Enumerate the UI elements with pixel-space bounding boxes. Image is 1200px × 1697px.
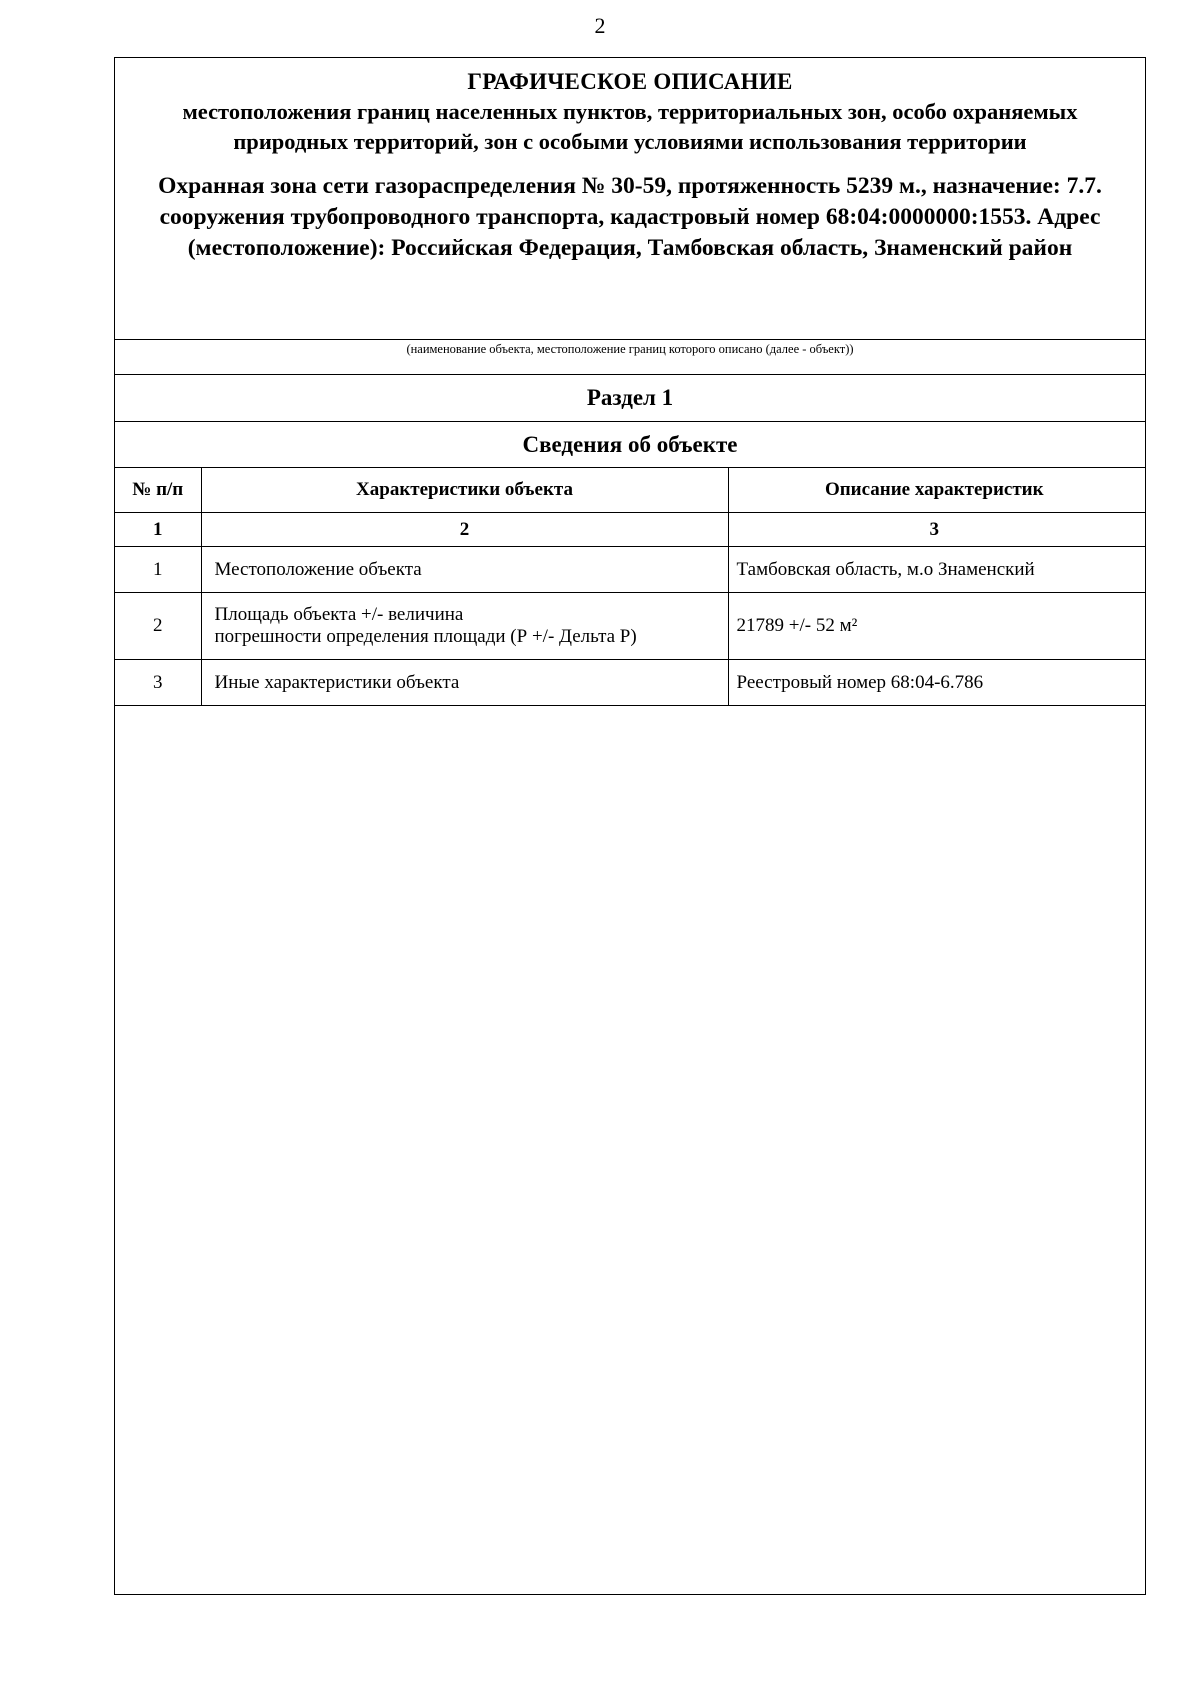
row-characteristic (201, 547, 728, 593)
row-number: 1 (115, 547, 201, 593)
section-title: Раздел 1 (115, 375, 1145, 422)
row-characteristic-text-line2: погрешности определения площади (Р +/- Дельта Р) (214, 626, 637, 647)
row-number: 3 (115, 660, 201, 706)
object-name: Охранная зона сети газораспределения № 30-59, протяженность 5239 м., назначение: 7.7. сооружения трубопроводного транспорта, кадастровый номер 68:04:0000000:1553. Адрес (местоположение): Российская Федерация, Тамбовская область, Знаменский район (158, 173, 1102, 261)
header-cell-characteristic: Характеристики объекта (201, 468, 728, 513)
row-description: Тамбовская область, м.о Знаменский (728, 547, 1145, 593)
table-row (115, 593, 1145, 660)
table-row (115, 660, 1145, 706)
row-description: Реестровый номер 68:04-6.786 (728, 660, 1145, 706)
index-cell: 1 (115, 513, 201, 547)
section-subtitle: Сведения об объекте (115, 422, 1145, 468)
row-characteristic-text: Местоположение объекта (214, 558, 422, 580)
row-characteristic-text: Иные характеристики объекта (214, 671, 460, 693)
table-index-row (115, 513, 1145, 547)
row-characteristic (201, 593, 728, 660)
object-caption: (наименование объекта, местоположение границ которого описано (далее - объект)) (115, 339, 1145, 375)
document-header (115, 58, 1145, 339)
row-description: 21789 +/- 52 м² (728, 593, 1145, 660)
document-title: ГРАФИЧЕСКОЕ ОПИСАНИЕ (467, 69, 793, 94)
row-number: 2 (115, 593, 201, 660)
index-cell: 2 (201, 513, 728, 547)
row-characteristic-text: Площадь объекта +/- величина (214, 604, 464, 625)
page-number: 2 (594, 13, 606, 38)
header-cell-description: Описание характеристик (728, 468, 1145, 513)
row-characteristic (201, 660, 728, 706)
document-subtitle: местоположения границ населенных пунктов, территориальных зон, особо охраняемых природных территорий, зон с особыми условиями использования территории (182, 99, 1078, 154)
table-header-row (115, 468, 1145, 513)
index-cell: 3 (728, 513, 1145, 547)
header-cell-num: № п/п (115, 468, 201, 513)
document-frame (114, 57, 1146, 1595)
characteristics-table (115, 468, 1145, 706)
table-row (115, 547, 1145, 593)
